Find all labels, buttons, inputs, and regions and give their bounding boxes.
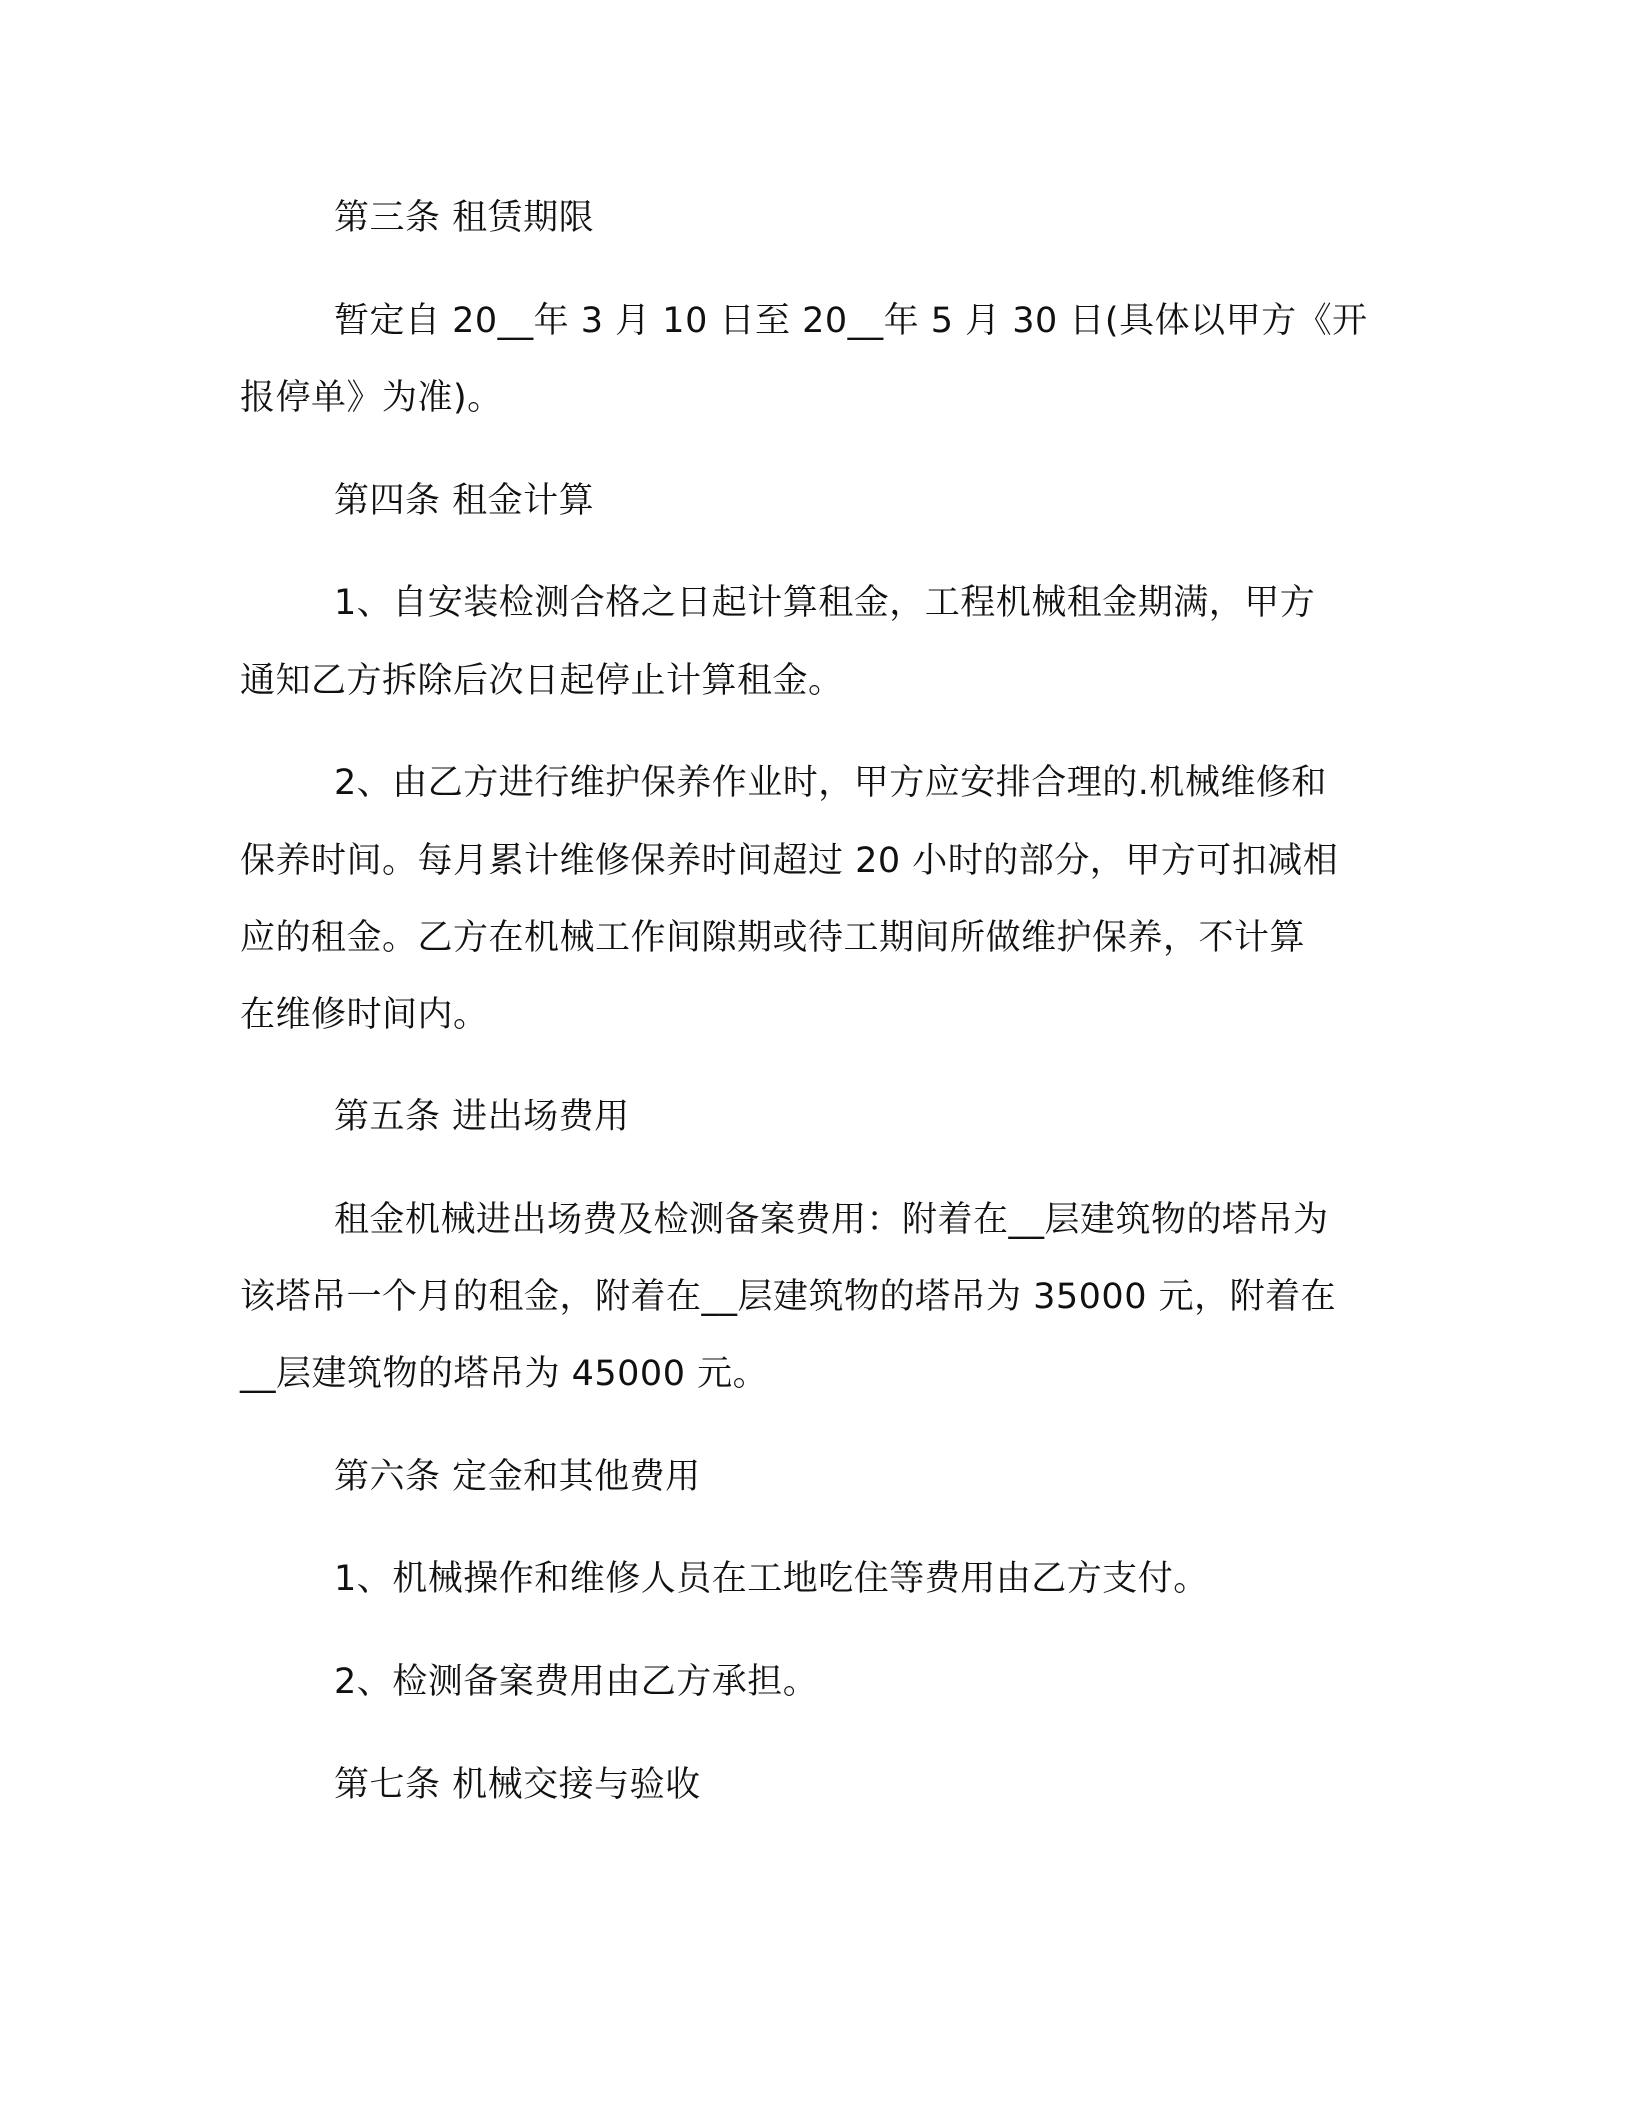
article-4-item-2-line-1: 2、由乙方进行维护保养作业时，甲方应安排合理的.机械维修和: [334, 763, 1327, 803]
article-6-item-1: 1、机械操作和维修人员在工地吃住等费用由乙方支付。: [334, 1559, 1209, 1599]
article-3-text-line-1: 暂定自 20__年 3 月 10 日至 20__年 5 月 30 日(具体以甲方《开: [334, 301, 1368, 341]
article-5-text-line-2: 该塔吊一个月的租金，附着在__层建筑物的塔吊为 35000 元，附着在: [240, 1277, 1337, 1317]
article-5-text-line-1: 租金机械进出场费及检测备案费用：附着在__层建筑物的塔吊为: [334, 1200, 1329, 1240]
article-6-item-2: 2、检测备案费用由乙方承担。: [334, 1662, 819, 1702]
article-3-text-line-2: 报停单》为准)。: [240, 378, 503, 418]
article-3-heading: 第三条 租赁期限: [334, 198, 595, 238]
article-5-text-line-3: __层建筑物的塔吊为 45000 元。: [240, 1354, 769, 1394]
article-5-heading: 第五条 进出场费用: [334, 1097, 630, 1137]
article-6-heading: 第六条 定金和其他费用: [334, 1457, 701, 1497]
article-4-item-1-line-1: 1、自安装检测合格之日起计算租金，工程机械租金期满，甲方: [334, 583, 1316, 623]
article-4-item-2-line-3: 应的租金。乙方在机械工作间隙期或待工期间所做维护保养，不计算: [240, 918, 1306, 958]
article-4-item-2-line-2: 保养时间。每月累计维修保养时间超过 20 小时的部分，甲方可扣减相: [240, 841, 1339, 881]
article-4-item-2-line-4: 在维修时间内。: [240, 995, 489, 1035]
article-7-heading: 第七条 机械交接与验收: [334, 1765, 701, 1805]
article-4-heading: 第四条 租金计算: [334, 481, 595, 521]
article-4-item-1-line-2: 通知乙方拆除后次日起停止计算租金。: [240, 661, 844, 701]
